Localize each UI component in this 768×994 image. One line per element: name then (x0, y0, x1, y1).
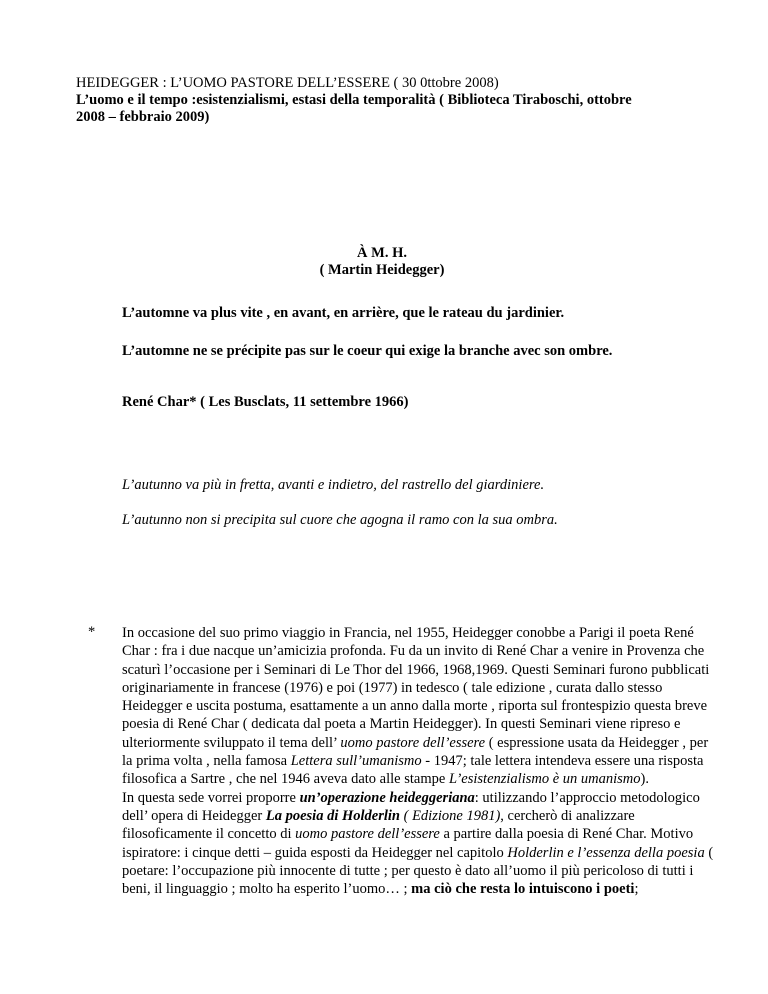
bold-phrase: ma ciò che resta lo intuiscono i poeti (411, 881, 635, 898)
text: a partire dalla poesia di René Char. Motivo ispiratore: i cinque detti – guida esposti da Heidegger nel capitolo (122, 826, 694, 861)
footnote-marker: * (88, 624, 96, 640)
header-subtitle: L’uomo e il tempo :esistenzialismi, estasi della temporalità ( Biblioteca Tiraboschi, ottobre (76, 92, 632, 108)
poem-fr-line-2: L’automne ne se précipite pas sur le coeur qui exige la branche avec son ombre. (122, 343, 613, 359)
footnote-body (122, 624, 722, 898)
header-title: HEIDEGGER : L’UOMO PASTORE DELL’ESSERE ( 30 0ttobre 2008) (76, 75, 499, 91)
footnote-paragraph-1 (122, 624, 722, 789)
footnote-paragraph-2 (122, 789, 722, 899)
poem-it-line-1: L’autunno va più in fretta, avanti e indietro, del rastrello del giardiniere. (122, 477, 545, 493)
text: ( espressione usata da Heidegger , per la prima volta , nella famosa (122, 734, 709, 770)
italic-title: L’esistenzialismo è un umanismo (448, 771, 641, 788)
text: In occasione del suo primo viaggio in Francia, nel 1955, Heidegger conobbe a Parigi il poeta René Char : fra i due nacque un’amicizia profonda. Fu da un invito di René Char a venire in Provenza che scaturì l’occasione per i Seminari di Le Thor del 1966, 1968,1969. Questi Seminari furono pubblicati originariamente in francese (1976) e poi (1977) in tedesco ( tale edizione , curata dallo stesso Heidegger e uscita postuma, esattamente a un anno dalla morte , riporta sul frontespizio questa breve poesia di René Char ( dedicata dal poeta a Martin Heidegger). In questi Seminari viene ripreso e ulteriormente sviluppato il tema dell’ (122, 625, 710, 751)
text: ; (634, 881, 639, 898)
poem-signature: René Char* ( Les Busclats, 11 settembre 1966) (122, 394, 409, 410)
text: - 1947; tale lettera intendeva essere una risposta filosofica a Sartre , che nel 1946 aveva dato alle stampe (122, 753, 704, 788)
text: ). (640, 771, 649, 788)
text: : utilizzando l’approccio metodologico dell’ opera di Heidegger (122, 789, 700, 824)
italic-term: uomo pastore dell’essere (295, 826, 440, 843)
document-header (76, 75, 716, 126)
poem-it-line-2: L’autunno non si precipita sul cuore che agogna il ramo con la sua ombra. (122, 512, 558, 528)
header-subtitle-cont: 2008 – febbraio 2009) (76, 109, 210, 125)
italic-edition: ( Edizione 1981) (400, 807, 501, 824)
bold-italic-title: La poesia di Holderlin (265, 807, 400, 824)
text: , cercherò di analizzare filosoficamente il concetto di (122, 807, 635, 843)
text: ( poetare: l’occupazione più innocente di tutte ; per questo è dato all’uomo il più pericoloso di tutti i beni, il linguaggio ; molto ha esperito l’uomo… ; (122, 844, 714, 898)
italic-title: Holderlin e l’essenza della poesia (507, 844, 705, 861)
dedication-subtitle: ( Martin Heidegger) (319, 262, 445, 278)
dedication-title: À M. H. (357, 245, 407, 261)
bold-italic-term: un’operazione heideggeriana (299, 789, 475, 806)
text: In questa sede vorrei proporre (122, 789, 300, 806)
italic-title: Lettera sull’umanismo (290, 753, 422, 770)
italic-term: uomo pastore dell’essere (340, 734, 486, 751)
poem-fr-line-1: L’automne va plus vite , en avant, en arrière, que le rateau du jardinier. (122, 305, 565, 321)
